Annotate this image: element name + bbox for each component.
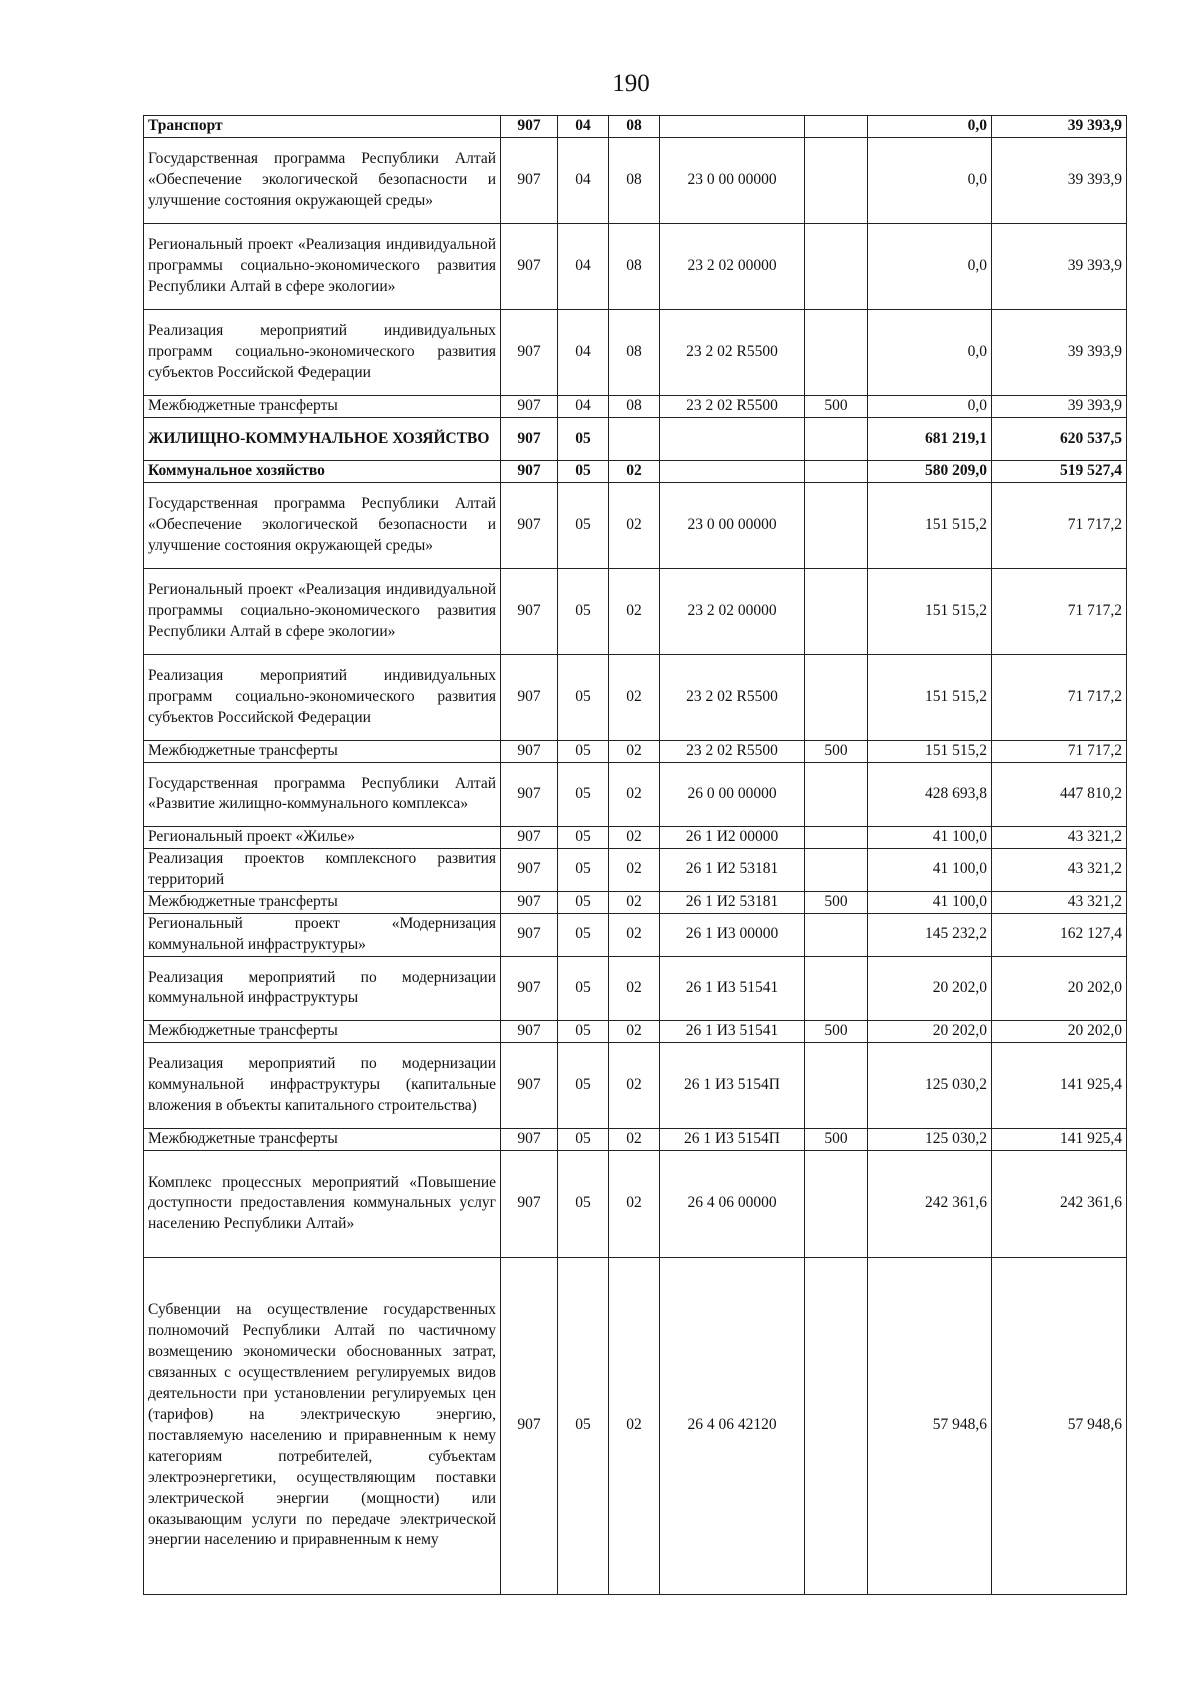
cell-subsection: 02 (609, 762, 660, 826)
cell-expense-type (805, 848, 868, 891)
cell-subsection: 08 (609, 116, 660, 138)
cell-subsection: 08 (609, 224, 660, 310)
cell-amount-year-1: 0,0 (868, 138, 992, 224)
table-row (144, 762, 1127, 826)
row-name: Реализация мероприятий по модернизации коммунальной инфраструктуры (капитальные вложения в объекты капитального строительства) (144, 1042, 501, 1128)
table-row (144, 913, 1127, 956)
cell-grbs: 907 (501, 310, 558, 396)
table-row (144, 224, 1127, 310)
cell-section: 05 (558, 956, 609, 1020)
cell-expense-type (805, 826, 868, 848)
cell-section: 05 (558, 1042, 609, 1128)
cell-section: 05 (558, 418, 609, 461)
cell-section: 04 (558, 138, 609, 224)
cell-amount-year-1: 151 515,2 (868, 654, 992, 740)
cell-grbs: 907 (501, 461, 558, 483)
cell-amount-year-2: 39 393,9 (992, 310, 1127, 396)
cell-amount-year-1: 0,0 (868, 224, 992, 310)
cell-grbs: 907 (501, 1150, 558, 1257)
cell-amount-year-2: 43 321,2 (992, 848, 1127, 891)
cell-amount-year-1: 428 693,8 (868, 762, 992, 826)
cell-expense-type (805, 1150, 868, 1257)
cell-target-article: 26 4 06 42120 (660, 1257, 805, 1594)
cell-target-article: 26 1 И2 00000 (660, 826, 805, 848)
table-row (144, 116, 1127, 138)
table-row (144, 461, 1127, 483)
cell-amount-year-1: 151 515,2 (868, 568, 992, 654)
cell-grbs: 907 (501, 138, 558, 224)
cell-subsection: 02 (609, 848, 660, 891)
cell-subsection: 02 (609, 1020, 660, 1042)
row-name: Государственная программа Республики Алтай «Развитие жилищно-коммунального комплекса» (144, 762, 501, 826)
budget-table (143, 115, 1127, 1595)
cell-grbs: 907 (501, 116, 558, 138)
cell-amount-year-1: 125 030,2 (868, 1042, 992, 1128)
table-row (144, 1020, 1127, 1042)
table-row (144, 891, 1127, 913)
row-name: Комплекс процессных мероприятий «Повышение доступности предоставления коммунальных услуг населению Республики Алтай» (144, 1150, 501, 1257)
cell-section: 05 (558, 482, 609, 568)
cell-grbs: 907 (501, 1020, 558, 1042)
cell-section: 05 (558, 762, 609, 826)
row-name: Реализация мероприятий по модернизации коммунальной инфраструктуры (144, 956, 501, 1020)
cell-target-article: 26 1 И3 5154П (660, 1042, 805, 1128)
cell-amount-year-2: 71 717,2 (992, 482, 1127, 568)
cell-amount-year-1: 151 515,2 (868, 482, 992, 568)
row-name: Межбюджетные трансферты (144, 1128, 501, 1150)
cell-expense-type: 500 (805, 396, 868, 418)
cell-section: 05 (558, 568, 609, 654)
cell-target-article: 23 2 02 00000 (660, 224, 805, 310)
cell-target-article (660, 418, 805, 461)
budget-table-body (144, 116, 1127, 1595)
cell-subsection: 02 (609, 826, 660, 848)
cell-amount-year-1: 0,0 (868, 116, 992, 138)
cell-amount-year-2: 71 717,2 (992, 568, 1127, 654)
table-row (144, 482, 1127, 568)
cell-expense-type (805, 913, 868, 956)
cell-amount-year-2: 162 127,4 (992, 913, 1127, 956)
cell-grbs: 907 (501, 396, 558, 418)
cell-subsection: 02 (609, 1128, 660, 1150)
cell-target-article: 26 1 И2 53181 (660, 848, 805, 891)
cell-amount-year-2: 71 717,2 (992, 654, 1127, 740)
cell-expense-type (805, 568, 868, 654)
cell-amount-year-1: 681 219,1 (868, 418, 992, 461)
cell-amount-year-1: 20 202,0 (868, 1020, 992, 1042)
cell-amount-year-2: 20 202,0 (992, 956, 1127, 1020)
cell-expense-type (805, 1042, 868, 1128)
cell-subsection: 02 (609, 654, 660, 740)
cell-grbs: 907 (501, 482, 558, 568)
cell-grbs: 907 (501, 848, 558, 891)
cell-section: 05 (558, 891, 609, 913)
cell-expense-type (805, 418, 868, 461)
cell-target-article: 23 2 02 00000 (660, 568, 805, 654)
row-name: Государственная программа Республики Алтай «Обеспечение экологической безопасности и улучшение состояния окружающей среды» (144, 138, 501, 224)
cell-amount-year-2: 141 925,4 (992, 1042, 1127, 1128)
cell-subsection: 02 (609, 568, 660, 654)
cell-subsection: 02 (609, 913, 660, 956)
cell-amount-year-2: 519 527,4 (992, 461, 1127, 483)
cell-amount-year-2: 242 361,6 (992, 1150, 1127, 1257)
cell-subsection: 08 (609, 138, 660, 224)
cell-amount-year-2: 57 948,6 (992, 1257, 1127, 1594)
page-number: 190 (612, 70, 650, 97)
cell-subsection: 02 (609, 740, 660, 762)
cell-amount-year-1: 0,0 (868, 310, 992, 396)
cell-amount-year-1: 57 948,6 (868, 1257, 992, 1594)
cell-section: 05 (558, 826, 609, 848)
cell-amount-year-2: 39 393,9 (992, 224, 1127, 310)
cell-grbs: 907 (501, 418, 558, 461)
table-row (144, 138, 1127, 224)
cell-amount-year-1: 580 209,0 (868, 461, 992, 483)
cell-expense-type (805, 138, 868, 224)
table-row (144, 654, 1127, 740)
cell-section: 05 (558, 913, 609, 956)
cell-expense-type: 500 (805, 1020, 868, 1042)
cell-amount-year-2: 39 393,9 (992, 116, 1127, 138)
row-name: Коммунальное хозяйство (144, 461, 501, 483)
row-name: Межбюджетные трансферты (144, 740, 501, 762)
cell-expense-type (805, 224, 868, 310)
cell-subsection: 02 (609, 482, 660, 568)
cell-subsection: 02 (609, 1150, 660, 1257)
cell-section: 05 (558, 461, 609, 483)
row-name: Реализация мероприятий индивидуальных программ социально-экономического развития субъектов Российской Федерации (144, 654, 501, 740)
row-name: ЖИЛИЩНО-КОММУНАЛЬНОЕ ХОЗЯЙСТВО (144, 418, 501, 461)
table-row (144, 956, 1127, 1020)
table-row (144, 848, 1127, 891)
cell-grbs: 907 (501, 568, 558, 654)
cell-amount-year-2: 71 717,2 (992, 740, 1127, 762)
cell-target-article: 26 1 И3 51541 (660, 1020, 805, 1042)
row-name: Государственная программа Республики Алтай «Обеспечение экологической безопасности и улучшение состояния окружающей среды» (144, 482, 501, 568)
cell-amount-year-2: 20 202,0 (992, 1020, 1127, 1042)
row-name: Транспорт (144, 116, 501, 138)
row-name: Реализация мероприятий индивидуальных программ социально-экономического развития субъектов Российской Федерации (144, 310, 501, 396)
cell-target-article: 23 0 00 00000 (660, 482, 805, 568)
cell-expense-type (805, 1257, 868, 1594)
cell-grbs: 907 (501, 956, 558, 1020)
cell-section: 04 (558, 116, 609, 138)
table-row (144, 396, 1127, 418)
cell-amount-year-1: 20 202,0 (868, 956, 992, 1020)
cell-section: 05 (558, 1020, 609, 1042)
cell-target-article: 26 1 И3 00000 (660, 913, 805, 956)
cell-grbs: 907 (501, 891, 558, 913)
cell-grbs: 907 (501, 654, 558, 740)
cell-expense-type: 500 (805, 1128, 868, 1150)
cell-grbs: 907 (501, 1042, 558, 1128)
cell-subsection: 08 (609, 310, 660, 396)
cell-grbs: 907 (501, 762, 558, 826)
table-row (144, 826, 1127, 848)
row-name: Региональный проект «Модернизация коммунальной инфраструктуры» (144, 913, 501, 956)
row-name: Региональный проект «Жилье» (144, 826, 501, 848)
cell-expense-type (805, 762, 868, 826)
cell-target-article: 26 4 06 00000 (660, 1150, 805, 1257)
table-row (144, 740, 1127, 762)
row-name: Межбюджетные трансферты (144, 891, 501, 913)
cell-target-article: 23 0 00 00000 (660, 138, 805, 224)
cell-target-article: 23 2 02 R5500 (660, 310, 805, 396)
cell-section: 04 (558, 310, 609, 396)
cell-grbs: 907 (501, 1128, 558, 1150)
cell-target-article: 23 2 02 R5500 (660, 740, 805, 762)
cell-expense-type (805, 310, 868, 396)
cell-section: 05 (558, 740, 609, 762)
table-row (144, 1128, 1127, 1150)
row-name: Межбюджетные трансферты (144, 1020, 501, 1042)
cell-target-article: 23 2 02 R5500 (660, 654, 805, 740)
table-row (144, 1150, 1127, 1257)
table-row (144, 1042, 1127, 1128)
cell-subsection (609, 418, 660, 461)
cell-amount-year-2: 141 925,4 (992, 1128, 1127, 1150)
row-name: Региональный проект «Реализация индивидуальной программы социально-экономического развития Республики Алтай в сфере экологии» (144, 568, 501, 654)
table-row (144, 1257, 1127, 1594)
cell-expense-type: 500 (805, 740, 868, 762)
cell-amount-year-1: 0,0 (868, 396, 992, 418)
cell-amount-year-1: 145 232,2 (868, 913, 992, 956)
cell-target-article (660, 461, 805, 483)
cell-amount-year-2: 620 537,5 (992, 418, 1127, 461)
cell-grbs: 907 (501, 826, 558, 848)
row-name: Реализация проектов комплексного развития территорий (144, 848, 501, 891)
cell-subsection: 02 (609, 891, 660, 913)
cell-section: 05 (558, 1150, 609, 1257)
cell-target-article: 23 2 02 R5500 (660, 396, 805, 418)
cell-expense-type (805, 116, 868, 138)
row-name: Субвенции на осуществление государственных полномочий Республики Алтай по частичному возмещению экономически обоснованных затрат, связанных с осуществлением регулируемых видов деятельности при установлении регулируемых цен (тарифов) на электрическую энергию, поставляемую населению и приравненным к нему категориям потребителей, субъектам электроэнергетики, осуществляющим поставки электрической энергии (мощности) или оказывающим услуги по передаче электрической энергии населению и приравненным к нему (144, 1257, 501, 1594)
row-name: Региональный проект «Реализация индивидуальной программы социально-экономического развития Республики Алтай в сфере экологии» (144, 224, 501, 310)
cell-section: 05 (558, 1257, 609, 1594)
table-row (144, 418, 1127, 461)
cell-subsection: 02 (609, 956, 660, 1020)
cell-expense-type (805, 461, 868, 483)
cell-subsection: 02 (609, 1257, 660, 1594)
cell-grbs: 907 (501, 740, 558, 762)
cell-amount-year-2: 39 393,9 (992, 396, 1127, 418)
cell-amount-year-2: 447 810,2 (992, 762, 1127, 826)
cell-amount-year-2: 43 321,2 (992, 891, 1127, 913)
cell-section: 04 (558, 224, 609, 310)
cell-target-article: 26 1 И2 53181 (660, 891, 805, 913)
cell-section: 05 (558, 654, 609, 740)
cell-target-article: 26 0 00 00000 (660, 762, 805, 826)
cell-subsection: 02 (609, 461, 660, 483)
cell-target-article (660, 116, 805, 138)
cell-expense-type (805, 654, 868, 740)
cell-amount-year-1: 125 030,2 (868, 1128, 992, 1150)
cell-amount-year-1: 242 361,6 (868, 1150, 992, 1257)
cell-expense-type: 500 (805, 891, 868, 913)
cell-grbs: 907 (501, 224, 558, 310)
cell-amount-year-1: 151 515,2 (868, 740, 992, 762)
cell-amount-year-2: 39 393,9 (992, 138, 1127, 224)
cell-amount-year-1: 41 100,0 (868, 891, 992, 913)
cell-target-article: 26 1 И3 51541 (660, 956, 805, 1020)
cell-amount-year-1: 41 100,0 (868, 848, 992, 891)
cell-subsection: 02 (609, 1042, 660, 1128)
cell-section: 04 (558, 396, 609, 418)
cell-expense-type (805, 956, 868, 1020)
cell-amount-year-2: 43 321,2 (992, 826, 1127, 848)
cell-target-article: 26 1 И3 5154П (660, 1128, 805, 1150)
cell-amount-year-1: 41 100,0 (868, 826, 992, 848)
cell-expense-type (805, 482, 868, 568)
cell-grbs: 907 (501, 913, 558, 956)
row-name: Межбюджетные трансферты (144, 396, 501, 418)
cell-grbs: 907 (501, 1257, 558, 1594)
table-row (144, 310, 1127, 396)
cell-subsection: 08 (609, 396, 660, 418)
table-row (144, 568, 1127, 654)
cell-section: 05 (558, 1128, 609, 1150)
cell-section: 05 (558, 848, 609, 891)
